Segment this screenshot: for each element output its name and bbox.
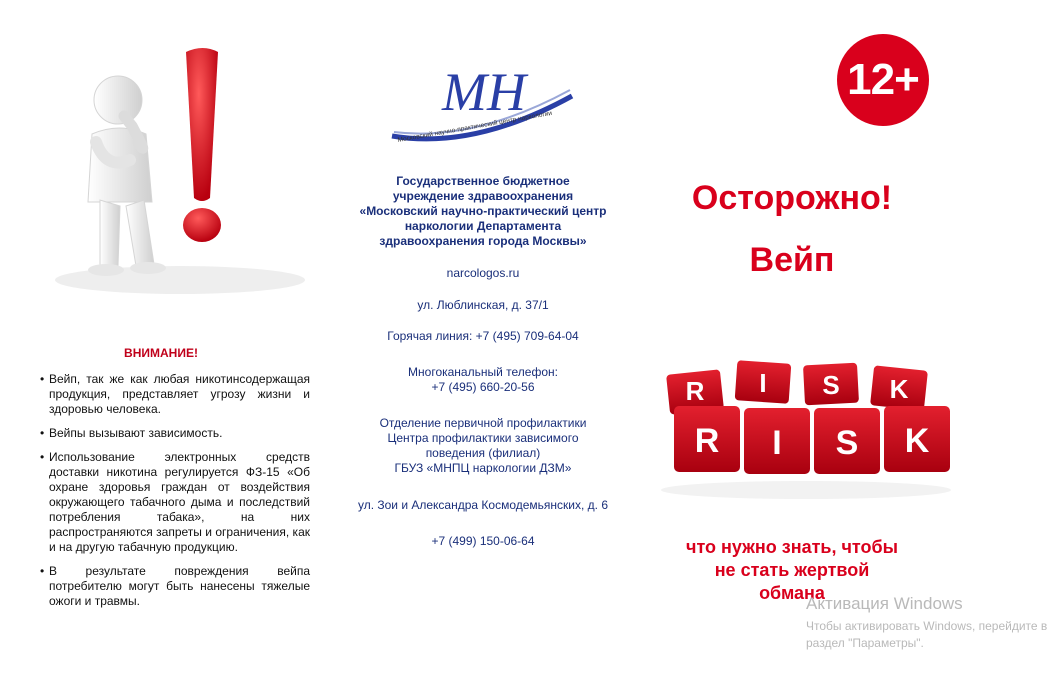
risk-letter-bottom-r: R	[694, 422, 720, 460]
title-line1: Осторожно!	[691, 179, 893, 217]
center-logo	[384, 38, 584, 148]
address: ул. Люблинская, д. 37/1	[417, 298, 549, 312]
org-line: «Московский научно-практический центр	[359, 204, 607, 218]
risk-letter-bottom-i: I	[772, 424, 782, 462]
list-item: • Вейпы вызывают зависимость.	[40, 426, 310, 441]
risk-letter-top-r: R	[685, 376, 705, 406]
logo-caption: Московский научно-практический центр наркологии	[397, 109, 553, 144]
list-item: • В результате повреждения вейпа потребителю могут быть нанесены тяжелые ожоги и травмы.	[40, 564, 310, 609]
department-line: поведения (филиал)	[425, 446, 541, 460]
risk-cubes-icon	[656, 350, 956, 500]
tagline-line: обмана	[759, 583, 825, 603]
windows-activation-watermark	[806, 594, 1047, 652]
title-line2: Вейп	[749, 241, 835, 279]
left-panel	[0, 0, 322, 682]
website-link[interactable]: narcologos.ru	[446, 266, 520, 280]
warning-list	[40, 372, 310, 618]
risk-letter-bottom-k: K	[904, 422, 930, 460]
tagline-line: не стать жертвой	[714, 560, 870, 580]
watermark-line: Чтобы активировать Windows, перейдите в	[806, 619, 1047, 633]
department-address: ул. Зои и Александра Космодемьянских, д. 6	[357, 498, 609, 512]
age-badge: 12+	[837, 34, 929, 126]
hotline: Горячая линия: +7 (495) 709-64-04	[387, 329, 579, 343]
org-line: наркологии Департамента	[404, 219, 562, 233]
logo-text: МН	[442, 62, 526, 122]
multichannel-phone	[322, 365, 644, 395]
list-item: • Использование электронных средств доставки никотина регулируется ФЗ-15 «Об охране здоровья граждан от воздействия окружающего табачного дыма и последствий потребления табака», на них распространяются запреты и ограничения, как и на другую табачную продукцию.	[40, 450, 310, 555]
list-item: • Вейп, так же как любая никотинсодержащая продукция, представляет угрозу жизни и здоровью человека.	[40, 372, 310, 417]
org-line: здравоохранения города Москвы»	[379, 234, 587, 248]
warning-title: ВНИМАНИЕ!	[124, 346, 198, 360]
organization-name	[322, 174, 644, 249]
multiphone-label: Многоканальный телефон:	[408, 365, 558, 379]
risk-letter-top-k: K	[889, 374, 909, 404]
multiphone-number: +7 (495) 660-20-56	[431, 380, 535, 394]
watermark-line: раздел "Параметры".	[806, 636, 924, 650]
tagline-line: что нужно знать, чтобы	[686, 537, 898, 557]
org-line: Государственное бюджетное	[396, 174, 570, 188]
department-line: Отделение первичной профилактики	[379, 416, 587, 430]
department-line: ГБУЗ «МНПЦ наркологии ДЗМ»	[394, 461, 572, 475]
right-panel	[644, 0, 1047, 682]
watermark-title: Активация Windows	[806, 594, 963, 613]
thinking-man-exclamation-icon	[40, 30, 310, 300]
department	[322, 416, 644, 476]
risk-letter-top-i: I	[759, 368, 767, 398]
department-phone: +7 (499) 150-06-64	[431, 534, 535, 548]
org-line: учреждение здравоохранения	[392, 189, 574, 203]
risk-letter-bottom-s: S	[835, 424, 859, 462]
department-line: Центра профилактики зависимого	[387, 431, 579, 445]
risk-letter-top-s: S	[822, 370, 840, 400]
middle-panel	[322, 0, 644, 682]
